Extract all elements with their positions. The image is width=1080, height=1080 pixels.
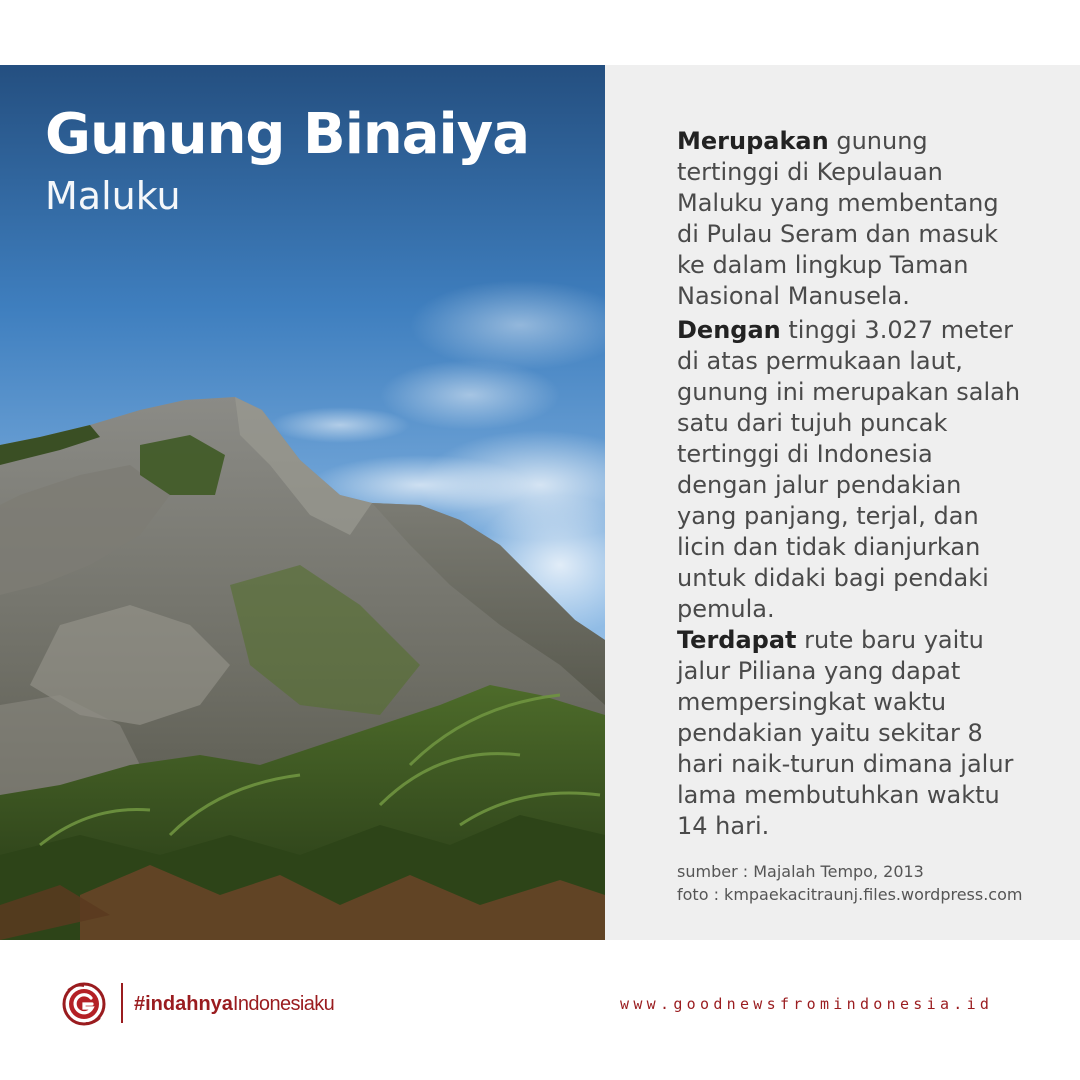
paragraph-1-text: gunung tertinggi di Kepulauan Maluku yang membentang di Pulau Seram dan masuk ke dalam lingkup Taman Nasional Manusela.	[677, 127, 999, 310]
gnfi-logo-icon	[62, 982, 106, 1026]
footer	[0, 940, 1080, 1080]
paragraph-2-lead: Dengan	[677, 316, 781, 344]
paragraph-3	[677, 625, 1027, 842]
hashtag	[134, 992, 334, 1016]
page-title: Gunung Binaiya	[45, 102, 530, 167]
description-panel	[605, 65, 1080, 940]
paragraph-2-text: tinggi 3.027 meter di atas permukaan laut, gunung ini merupakan salah satu dari tujuh puncak tertinggi di Indonesia dengan jalur pendakian yang panjang, terjal, dan licin dan tidak dianjurkan untuk didaki bagi pendaki pemula.	[677, 316, 1021, 623]
paragraph-2	[677, 315, 1027, 625]
paragraph-1-lead: Merupakan	[677, 127, 829, 155]
paragraph-3-lead: Terdapat	[677, 626, 797, 654]
photo-credit: foto : kmpaekacitraunj.files.wordpress.com	[677, 885, 1023, 904]
credits	[677, 860, 1022, 906]
hashtag-bold: #indahnya	[134, 993, 233, 1015]
page-subtitle: Maluku	[45, 174, 181, 218]
mountain-photo	[0, 65, 605, 940]
title-block	[45, 103, 529, 219]
hashtag-rest: Indonesiaku	[232, 993, 335, 1015]
website-url: www.goodnewsfromindonesia.id	[620, 995, 994, 1013]
source-credit: sumber : Majalah Tempo, 2013	[677, 862, 924, 881]
paragraph-3-text: rute baru yaitu jalur Piliana yang dapat mempersingkat waktu pendakian yaitu sekitar 8 hari naik-turun dimana jalur lama membutuhkan waktu 14 hari.	[677, 626, 1014, 840]
paragraph-1	[677, 126, 1027, 312]
footer-divider	[121, 983, 123, 1023]
